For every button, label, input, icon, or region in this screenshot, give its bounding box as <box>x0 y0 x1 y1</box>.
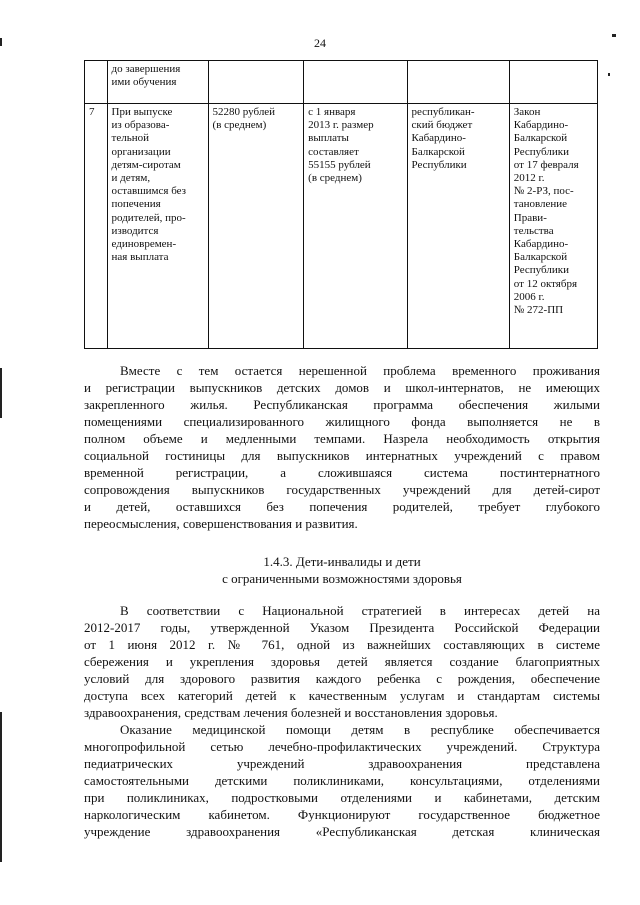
cell-line: Республики <box>411 158 467 171</box>
cell-line: тельной <box>111 132 149 145</box>
table-cell-description <box>107 61 208 104</box>
text-line: социальной гостиницы для выпускников интернатных учреждений с правом <box>84 448 600 463</box>
table-cell-basis <box>509 61 597 104</box>
text-line: многопрофильной сетью лечебно-профилактических учреждений. Структура <box>84 739 600 754</box>
cell-line: выплаты <box>308 132 349 145</box>
text-line: закрепленного жилья. Республиканская программа обеспечения жилыми <box>84 397 600 412</box>
paragraph-2 <box>84 602 600 721</box>
text-line: здравоохранения, средствам лечения болезней и восстановления здоровья. <box>84 705 498 720</box>
text-line: Вместе с тем остается нерешенной проблема временного проживания <box>120 363 600 378</box>
paragraph-1 <box>84 362 600 532</box>
text-line: сопровождения выпускников государственных учреждений для детей-сирот <box>84 482 600 497</box>
cell-line: 55155 рублей <box>308 158 371 171</box>
cell-line: изводится <box>111 224 159 237</box>
table-cell-payment <box>304 104 407 349</box>
text-line: временной регистрации, а сложившаяся система постинтернатного <box>84 465 600 480</box>
table-cell-payment <box>304 61 407 104</box>
scan-mark <box>608 73 610 76</box>
table-row <box>85 61 598 104</box>
cell-line: детям-сиротам <box>111 158 181 171</box>
text-line: учреждение здравоохранения «Республиканская детская клиническая <box>84 824 600 839</box>
cell-line: ная выплата <box>111 251 169 264</box>
text-line: наркологическим кабинетом. Функционируют государственное бюджетное <box>84 807 600 822</box>
cell-line: республикан- <box>411 106 475 118</box>
cell-line: № 272-ПП <box>513 304 564 317</box>
table-cell-source <box>407 61 509 104</box>
table-cell-num: 7 <box>85 104 108 349</box>
cell-line: Республики <box>513 145 569 158</box>
benefits-table <box>84 60 598 349</box>
cell-line: Балкарской <box>411 145 465 158</box>
scan-mark <box>0 368 2 418</box>
page-number: 24 <box>314 36 326 50</box>
text-line: сбережения и укрепления здоровья детей является создание благоприятных <box>84 654 600 669</box>
cell-line: от 17 февраля <box>513 158 579 171</box>
scan-mark <box>0 712 2 862</box>
cell-line: из образова- <box>111 119 170 132</box>
cell-line: 2006 г. <box>513 290 545 303</box>
cell-line: тановление <box>513 198 568 211</box>
text-line: при поликлиниках, подростковыми отделениями и кабинетами, детским <box>84 790 600 805</box>
cell-line: Балкарской <box>513 132 568 145</box>
section-heading <box>84 553 600 587</box>
cell-line: Республики <box>513 264 569 277</box>
cell-line: 52280 рублей <box>212 106 276 118</box>
text-line: и регистрации выпускников детских домов и школ-интернатов, не имеющих <box>84 380 600 395</box>
scan-mark <box>612 34 616 37</box>
cell-line: с 1 января <box>308 106 356 118</box>
table-cell-num <box>85 61 108 104</box>
cell-line: При выпуске <box>111 106 173 118</box>
section-heading-line: с ограниченными возможностями здоровья <box>222 571 462 586</box>
cell-line: родителей, про- <box>111 211 186 224</box>
table-row <box>85 104 598 349</box>
cell-line: организации <box>111 145 171 158</box>
cell-line: Прави- <box>513 211 547 224</box>
cell-line: Кабардино- <box>513 238 569 251</box>
text-line: самостоятельными детскими поликлиниками, консультациями, отделениями <box>84 773 600 788</box>
cell-line: 2013 г. размер <box>308 119 374 132</box>
cell-line: оставшимся без <box>111 185 187 198</box>
text-line: и детей, оставшихся без попечения родителей, требует глубокого <box>84 499 600 514</box>
cell-line: Балкарской <box>513 251 568 264</box>
text-line: помещениями специализированного жилищного фонда выполняется не в <box>84 414 600 429</box>
cell-line: попечения <box>111 198 161 211</box>
cell-line: 2012 г. <box>513 172 545 185</box>
text-line: переосмысления, совершенствования и развития. <box>84 516 358 531</box>
cell-line: ими обучения <box>111 76 177 89</box>
cell-line: единовремен- <box>111 238 177 251</box>
scan-mark <box>0 38 2 46</box>
cell-line: до завершения <box>111 63 181 75</box>
cell-line: (в среднем) <box>212 119 267 132</box>
cell-line: и детям, <box>111 172 151 185</box>
table-cell-basis <box>509 104 597 349</box>
cell-line: тельства <box>513 224 554 237</box>
text-line: условий для здорового развития каждого ребенка с рождения, обеспечение <box>84 671 600 686</box>
text-line: В соответствии с Национальной стратегией в интересах детей на <box>120 603 600 618</box>
text-line: от 1 июня 2012 г. № 761, одной из важнейших составляющих в системе <box>84 637 600 652</box>
cell-line: (в среднем) <box>308 172 362 185</box>
table-cell-amount <box>208 104 304 349</box>
text-line: полном объеме и медленными темпами. Назрела необходимость открытия <box>84 431 600 446</box>
table-cell-source <box>407 104 509 349</box>
text-line: доступа всех категорий детей к качественным услугам и стандартам системы <box>84 688 600 703</box>
cell-line: составляет <box>308 145 359 158</box>
text-line: Оказание медицинской помощи детям в республике обеспечивается <box>120 722 600 737</box>
cell-line: от 12 октября <box>513 277 578 290</box>
cell-line: ский бюджет <box>411 119 473 132</box>
table-cell-amount <box>208 61 304 104</box>
paragraph-3 <box>84 721 600 840</box>
cell-line: Кабардино- <box>513 119 569 132</box>
table-cell-description <box>107 104 208 349</box>
cell-line: Кабардино- <box>411 132 466 145</box>
cell-line: Закон <box>513 106 541 118</box>
text-line: 2012-2017 годы, утвержденной Указом Президента Российской Федерации <box>84 620 600 635</box>
section-heading-line: 1.4.3. Дети-инвалиды и дети <box>263 554 421 569</box>
text-line: педиатрических учреждений здравоохранения представлена <box>84 756 600 771</box>
cell-line: № 2-РЗ, пос- <box>513 185 574 198</box>
